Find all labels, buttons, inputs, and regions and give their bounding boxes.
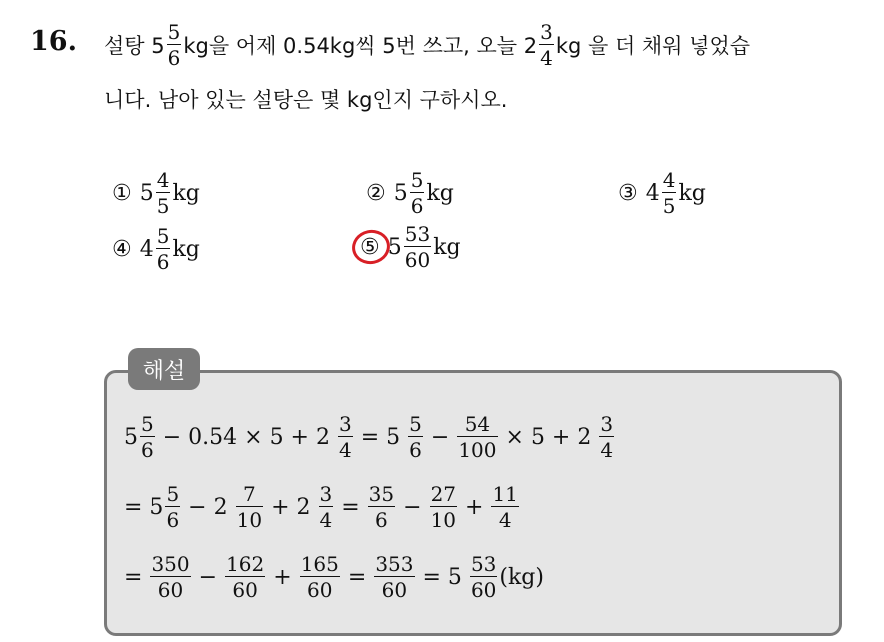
option-marker: ⑤ [360, 234, 380, 260]
question-text-part-3: kg 을 더 채워 넣었습 [555, 34, 751, 58]
math-text: − 0.54 × 5 + 2 [162, 424, 330, 450]
math-text: 53 [404, 222, 431, 246]
fraction [300, 554, 340, 600]
math-text: 60 [381, 578, 408, 602]
fraction [457, 414, 497, 460]
math-text: 7 [242, 482, 256, 506]
math-text: 5 [167, 20, 181, 44]
question-line-1 [104, 10, 750, 80]
math-text: 4 [338, 438, 352, 462]
fraction [539, 22, 554, 68]
math-text: 5 [156, 224, 170, 248]
fraction [167, 22, 182, 68]
math-text: 53 [470, 552, 497, 576]
math-text: − [403, 494, 422, 520]
math-text: − [430, 424, 450, 450]
math-text: 5 [166, 482, 180, 506]
math-text: 5 [410, 168, 424, 192]
option-unit: kg [678, 180, 706, 206]
math-text: 60 [232, 578, 258, 602]
fraction [470, 554, 497, 600]
math-text: 4 [319, 508, 333, 532]
math-text: 60 [470, 578, 497, 602]
math-text: 27 [430, 482, 457, 506]
option-whole: 5 [139, 180, 154, 206]
math-text: 60 [404, 248, 431, 272]
fraction [156, 170, 171, 216]
math-text: 60 [307, 578, 333, 602]
math-text: − 2 [188, 494, 228, 520]
math-text: 162 [226, 552, 265, 576]
math-text: 60 [157, 578, 184, 602]
fraction [410, 170, 425, 216]
solution-line-1 [124, 404, 616, 470]
math-text: + 2 [271, 494, 311, 520]
answer-circle-mark [352, 230, 390, 264]
math-text: 5 [409, 412, 422, 436]
option-whole: 4 [645, 180, 660, 206]
math-text: 10 [430, 508, 457, 532]
fraction [319, 484, 334, 530]
math-text: = 5 [124, 494, 164, 520]
fraction [408, 414, 423, 460]
math-text: = [341, 494, 360, 520]
math-text: 3 [319, 482, 333, 506]
option-unit: kg [172, 236, 200, 262]
solution-line-2 [124, 474, 521, 540]
math-text: 6 [409, 438, 422, 462]
option-1[interactable] [112, 170, 200, 216]
math-text: 3 [600, 412, 614, 436]
question-text-part-2: kg을 어제 0.54kg씩 5번 쓰고, 오늘 2 [183, 34, 538, 58]
math-text: 165 [300, 552, 339, 576]
fraction [404, 224, 431, 270]
question-text-line-2: 니다. 남아 있는 설탕은 몇 kg인지 구하시오. [104, 88, 508, 112]
math-text: − [198, 564, 218, 590]
fraction [225, 554, 265, 600]
solution-line-3 [124, 544, 544, 610]
fraction [374, 554, 414, 600]
option-3[interactable] [618, 170, 706, 216]
math-text: 6 [141, 438, 154, 462]
math-text: = 5 [360, 424, 401, 450]
fraction [368, 484, 395, 530]
fraction [430, 484, 457, 530]
option-unit: kg [433, 234, 461, 260]
math-text: 4 [540, 46, 553, 70]
fraction [156, 226, 171, 272]
option-marker: ④ [112, 236, 132, 262]
question-line-2 [104, 82, 507, 116]
option-2[interactable] [366, 170, 454, 216]
option-unit: kg [172, 180, 200, 206]
fraction [491, 484, 518, 530]
math-text: 5 [156, 194, 170, 218]
solution-label: 해설 [128, 348, 200, 390]
math-text: 5 [662, 194, 676, 218]
option-marker: ③ [618, 180, 638, 206]
option-whole: 5 [393, 180, 408, 206]
math-text: 6 [156, 250, 170, 274]
fraction [150, 554, 190, 600]
math-text: 5 [124, 424, 138, 450]
math-text: + [273, 564, 292, 590]
fraction [140, 414, 155, 460]
option-unit: kg [426, 180, 454, 206]
fraction [338, 414, 353, 460]
math-text: 6 [410, 194, 424, 218]
question-text-part-1: 설탕 5 [104, 34, 165, 58]
math-text: = [347, 564, 367, 590]
math-text: 54 [464, 412, 491, 436]
math-text: 6 [375, 508, 388, 532]
math-text: 11 [492, 482, 518, 506]
math-text: 10 [236, 508, 263, 532]
math-text: × 5 + 2 [505, 424, 592, 450]
math-text: 6 [167, 46, 181, 70]
math-text: + [465, 494, 484, 520]
option-whole: 5 [387, 234, 402, 260]
fraction [165, 484, 180, 530]
fraction [662, 170, 677, 216]
option-marker: ② [366, 180, 386, 206]
math-text: = 5 [422, 564, 462, 590]
math-text: 4 [662, 168, 676, 192]
fraction [599, 414, 614, 460]
answer-unit: (kg) [499, 564, 544, 590]
option-marker: ① [112, 180, 132, 206]
math-text: = [124, 564, 143, 590]
math-text: 4 [600, 438, 614, 462]
math-text: 35 [368, 482, 395, 506]
math-text: 6 [166, 508, 180, 532]
option-whole: 4 [139, 236, 154, 262]
fraction [236, 484, 263, 530]
option-4[interactable] [112, 226, 200, 272]
math-text: 100 [458, 438, 497, 462]
math-text: 3 [540, 20, 553, 44]
math-text: 353 [375, 552, 414, 576]
math-text: 350 [151, 552, 190, 576]
math-text: 5 [141, 412, 154, 436]
question-number: 16. [30, 26, 77, 57]
math-text: 4 [156, 168, 170, 192]
math-text: 3 [338, 412, 352, 436]
math-text: 4 [498, 508, 512, 532]
